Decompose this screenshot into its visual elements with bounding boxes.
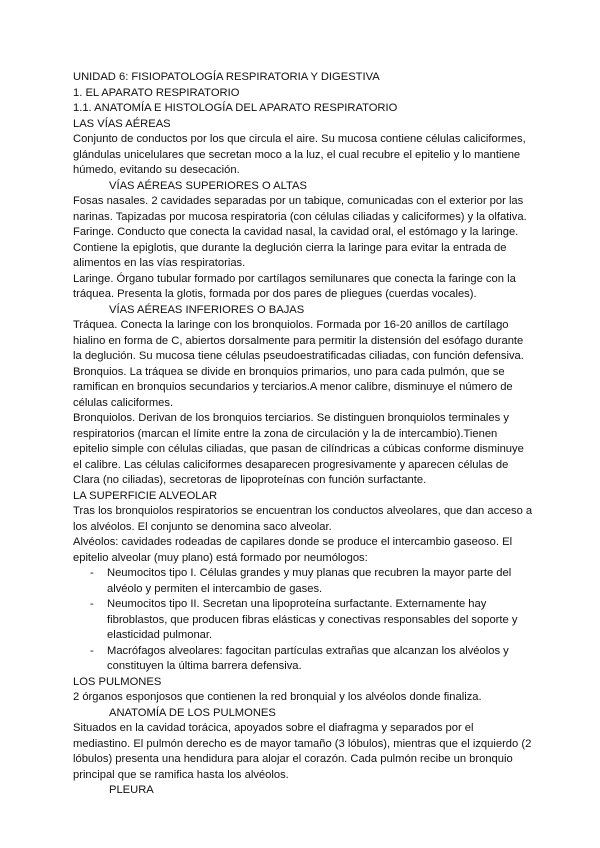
anatomia-paragraph: Situados en la cavidad torácica, apoyados sobre el diafragma y separados por el mediastino. El pulmón derecho es de mayor tamaño (3 lóbulos), mientras que el izquierdo (2 lóbulos) presenta una hendidura para alojar el corazón. Cada pulmón recibe un bronquio principal que se ramifica hasta los alvéolos. [73, 722, 532, 781]
bronquiolos-paragraph: Bronquiolos. Derivan de los bronquios terciarios. Se distinguen bronquiolos terminales y respiratorios (marcan el límite entre la zona de circulación y la de intercambio).Tienen epitelio simple con células ciliadas, que pasan de cilíndricas a cúbicas conforme disminuye el calibre. Las células caliciformes desaparecen progresivamente y aparecen células de Clara (no ciliadas), secretoras de lipoproteínas con función surfactante. [73, 412, 524, 486]
subsection-heading: 1.1. ANATOMÍA E HISTOLOGÍA DEL APARATO RESPIRATORIO [73, 102, 398, 114]
vias-intro: Conjunto de conductos por los que circula el aire. Su mucosa contiene células caliciformes, glándulas unicelulares que secretan moco a la luz, el cual recubre el epitelio y lo mantiene húmedo, evitando su desecación. [73, 133, 526, 176]
laringe-paragraph: Laringe. Órgano tubular formado por cartílagos semilunares que conecta la faringe con la tráquea. Presenta la glotis, formada por dos pares de pliegues (cuerdas vocales). [73, 272, 516, 300]
alveolo-list [73, 566, 533, 675]
document-page [73, 70, 533, 799]
pleura-heading: PLEURA [109, 784, 154, 796]
fosas-paragraph: Fosas nasales. 2 cavidades separadas por un tabique, comunicadas con el exterior por las narinas. Tapizadas por mucosa respiratoria (con células ciliadas y caliciformes) y la olfativa. [73, 195, 527, 223]
inferiores-heading: VÍAS AÉREAS INFERIORES O BAJAS [109, 303, 305, 316]
traquea-paragraph: Tráquea. Conecta la laringe con los bronquiolos. Formada por 16-20 anillos de cartílago hialino en forma de C, abiertos dorsalmente para permitir la distensión del esófago durante la deglución. Su mucosa tiene células pseudoestratificadas ciliadas, con función defensiva. [73, 319, 524, 362]
faringe-paragraph: Faringe. Conducto que conecta la cavidad nasal, la cavidad oral, el estómago y la laringe. Contiene la epiglotis, que durante la deglución cierra la laringe para evitar la entrada de alimentos en las vías respiratorias. [73, 226, 519, 269]
pulmones-intro: 2 órganos esponjosos que contienen la red bronquial y los alvéolos donde finaliza. [73, 691, 482, 703]
section-heading: 1. EL APARATO RESPIRATORIO [73, 86, 240, 99]
list-item: - Neumocitos tipo I. Células grandes y muy planas que recubren la mayor parte del alvéolo y permiten el intercambio de gases. [73, 566, 533, 597]
list-item: - Neumocitos tipo II. Secretan una lipoproteína surfactante. Externamente hay fibroblastos, que producen fibras elásticas y conectivas responsables del soporte y elasticidad pulmonar. [73, 597, 533, 644]
anatomia-heading: ANATOMÍA DE LOS PULMONES [109, 706, 276, 719]
vias-heading: LAS VÍAS AÉREAS [73, 117, 171, 130]
unit-title: UNIDAD 6: FISIOPATOLOGÍA RESPIRATORIA Y DIGESTIVA [73, 71, 380, 83]
alveolos-paragraph: Alvéolos: cavidades rodeadas de capilares donde se produce el intercambio gaseoso. El epitelio alveolar (muy plano) está formado por neumólogos: [73, 536, 513, 564]
list-item: - Macrófagos alveolares: fagocitan partículas extrañas que alcanzan los alvéolos y constituyen la última barrera defensiva. [73, 644, 533, 675]
pulmones-heading: LOS PULMONES [73, 675, 162, 688]
superficie-heading: LA SUPERFICIE ALVEOLAR [73, 489, 218, 502]
superiores-heading: VÍAS AÉREAS SUPERIORES O ALTAS [109, 179, 307, 192]
bronquios-paragraph: Bronquios. La tráquea se divide en bronquios primarios, uno para cada pulmón, que se ramifican en bronquios secundarios y terciarios.A menor calibre, disminuye el número de células caliciformes. [73, 365, 513, 409]
superficie-intro: Tras los bronquiolos respiratorios se encuentran los conductos alveolares, que dan acceso a los alvéolos. El conjunto se denomina saco alveolar. [73, 505, 533, 533]
